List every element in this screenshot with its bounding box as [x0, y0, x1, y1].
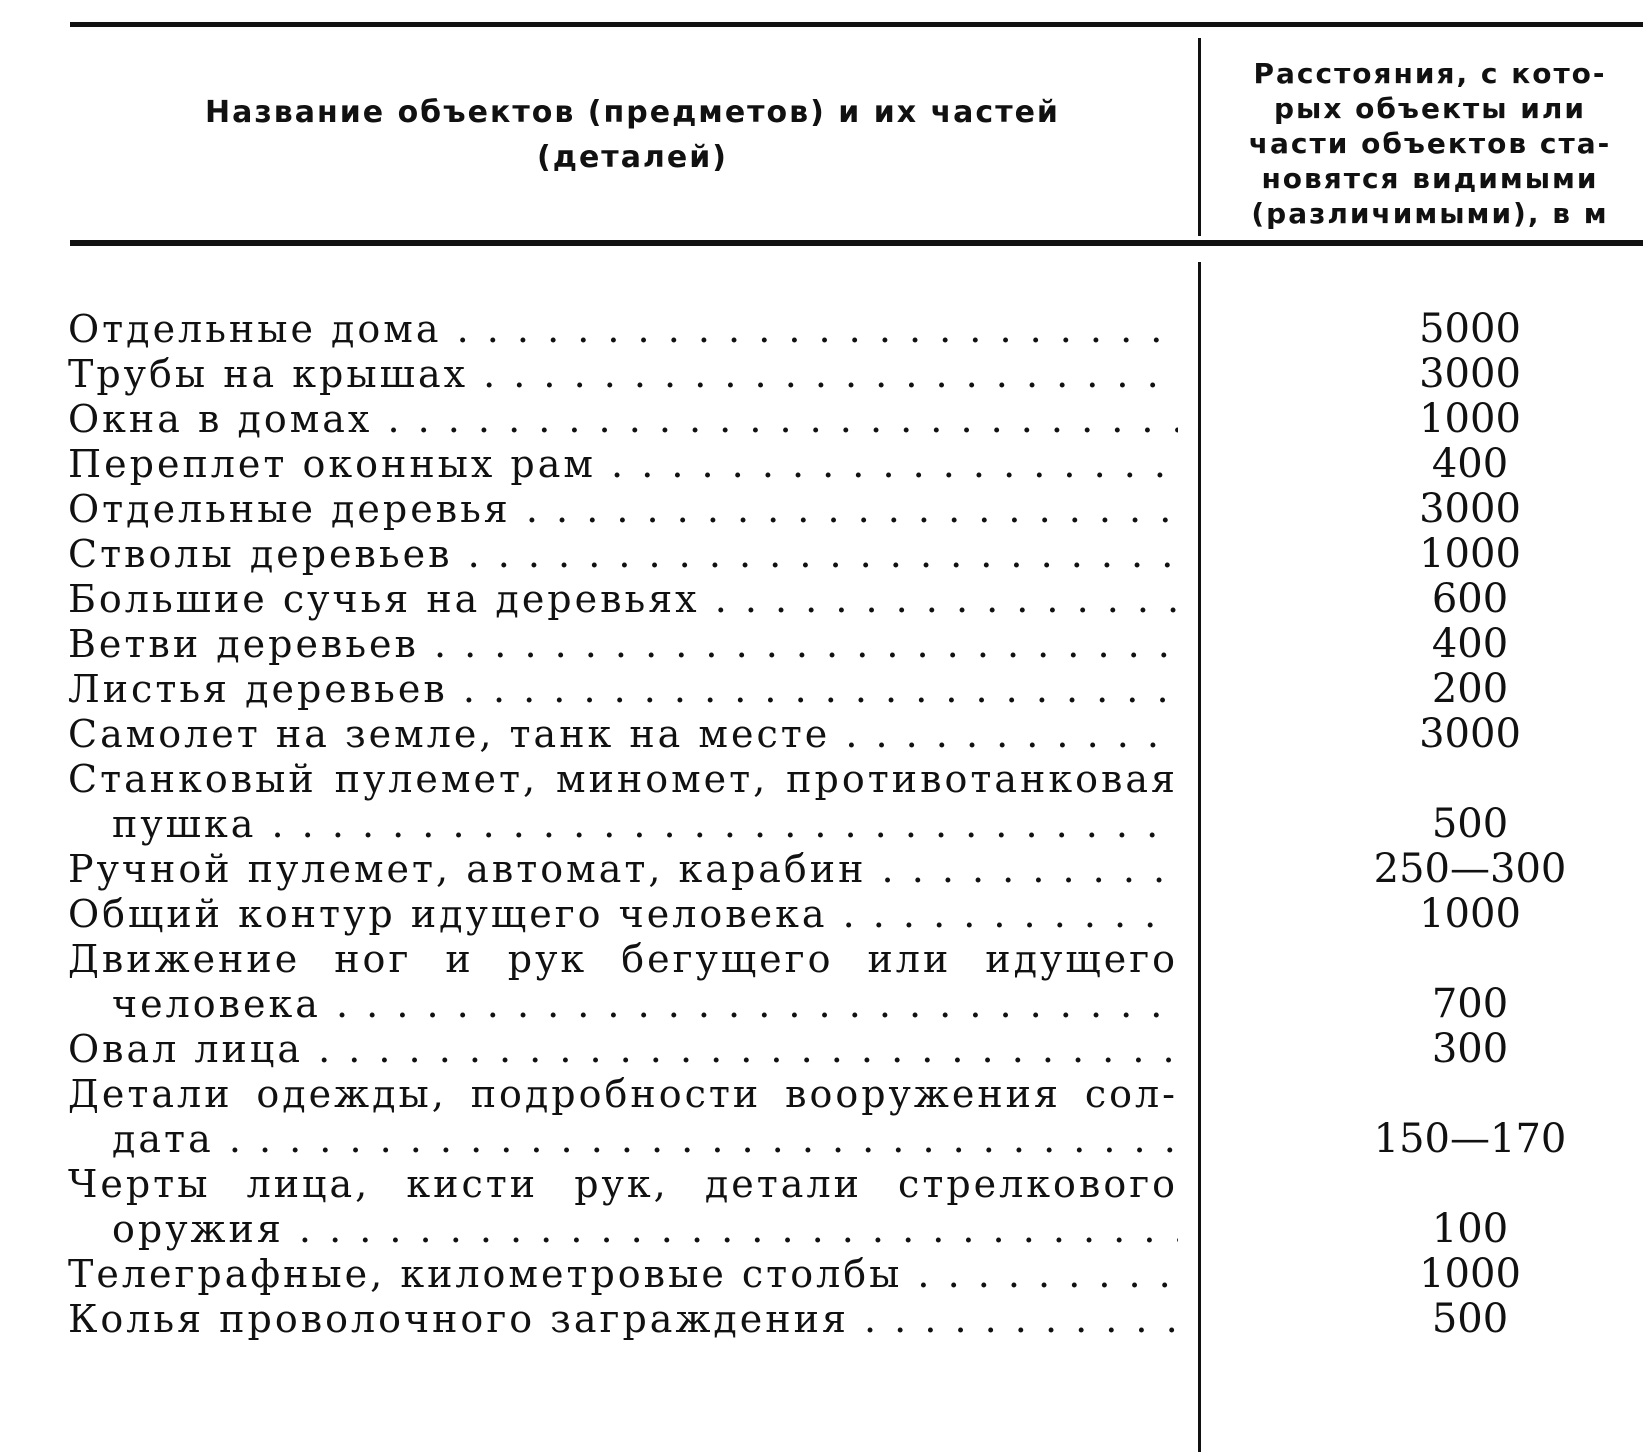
distance-value: 3000 [1419, 486, 1521, 532]
distance-value: 250—300 [1373, 846, 1567, 892]
object-name-continuation [112, 1206, 1178, 1252]
object-name [68, 1251, 1178, 1297]
object-name-text: Окна в домах . . . [68, 397, 1178, 441]
column-header-distance-line: (различимыми), в м [1251, 197, 1609, 230]
object-name-continuation-text: человека . . . [112, 982, 1178, 1026]
object-name-continuation [112, 1116, 1178, 1162]
header-bottom-rule [70, 240, 1643, 246]
object-name-text: Черты лица, кисти рук, детали стрелкового [68, 1162, 1178, 1206]
distance-value: 3000 [1419, 711, 1521, 757]
header-column-divider [1198, 38, 1201, 236]
object-name-text: Стволы деревьев . . . [68, 532, 1178, 576]
object-name-text: Овал лица . . . [68, 1027, 1178, 1071]
object-name-continuation [112, 981, 1178, 1027]
column-header-distance-line: Расстояния, с кото- [1253, 57, 1607, 90]
object-name [68, 711, 1178, 757]
object-name-continuation-text: оружия . . . [112, 1207, 1178, 1251]
object-name-text: Станковый пулемет, миномет, противотанковая [68, 757, 1178, 801]
object-name-text: Колья проволочного заграждения . . . [68, 1297, 1178, 1341]
distance-value: 1000 [1419, 396, 1521, 442]
object-name [68, 306, 1178, 352]
distance-value: 150—170 [1373, 1116, 1567, 1162]
object-name [68, 936, 1178, 982]
object-name [68, 486, 1178, 532]
object-name-text: Общий контур идущего человека . . . [68, 892, 1178, 936]
distance-value: 1000 [1419, 531, 1521, 577]
object-name [68, 531, 1178, 577]
object-name-text: Большие сучья на деревьях . . . [68, 577, 1178, 621]
column-header-distance [1225, 56, 1635, 231]
object-name-text: Самолет на земле, танк на месте . . . [68, 712, 1178, 756]
object-name-text: Листья деревьев . . . [68, 667, 1178, 711]
object-name [68, 441, 1178, 487]
object-name [68, 1026, 1178, 1072]
object-name-text: Отдельные деревья . . . [68, 487, 1178, 531]
object-name [68, 891, 1178, 937]
object-name-continuation [112, 801, 1178, 847]
distance-value: 500 [1431, 801, 1509, 847]
object-name [68, 396, 1178, 442]
distance-value: 1000 [1419, 1251, 1521, 1297]
object-name [68, 1296, 1178, 1342]
object-name-text: Отдельные дома . . . [68, 307, 1178, 351]
distance-value: 600 [1431, 576, 1509, 622]
distance-value: 700 [1431, 981, 1509, 1027]
distance-value: 400 [1431, 441, 1509, 487]
object-name [68, 351, 1178, 397]
column-header-distance-line: новятся видимыми [1261, 162, 1599, 195]
object-name-continuation-text: дата . . . [112, 1117, 1178, 1161]
object-name [68, 576, 1178, 622]
object-name-text: Трубы на крышах . . . [68, 352, 1178, 396]
column-header-objects-line1: Название объектов (предметов) и их частей [205, 95, 1060, 130]
object-name [68, 846, 1178, 892]
distance-value: 400 [1431, 621, 1509, 667]
distance-value: 200 [1431, 666, 1509, 712]
distance-value: 1000 [1419, 891, 1521, 937]
object-name-text: Движение ног и рук бегущего или идущего [68, 937, 1178, 981]
object-name-text: Детали одежды, подробности вооружения сол- [68, 1072, 1178, 1116]
column-header-objects [70, 90, 1195, 180]
column-header-objects-line2: (деталей) [537, 140, 728, 175]
distance-value: 5000 [1419, 306, 1521, 352]
object-name [68, 666, 1178, 712]
object-name-text: Ручной пулемет, автомат, карабин . . . [68, 847, 1178, 891]
body-column-divider [1198, 262, 1201, 1452]
object-name-text: Переплет оконных рам . . . [68, 442, 1178, 486]
object-name [68, 1071, 1178, 1117]
column-header-distance-line: части объектов ста- [1248, 127, 1612, 160]
distance-value: 3000 [1419, 351, 1521, 397]
distance-value: 500 [1431, 1296, 1509, 1342]
object-name [68, 1161, 1178, 1207]
object-name-text: Телеграфные, километровые столбы . . . [68, 1252, 1178, 1296]
object-name [68, 621, 1178, 667]
object-name-continuation-text: пушка . . . [112, 802, 1178, 846]
column-header-distance-line: рых объекты или [1273, 92, 1587, 125]
table-top-rule [70, 22, 1643, 27]
object-name-text: Ветви деревьев . . . [68, 622, 1178, 666]
object-name [68, 756, 1178, 802]
distance-value: 100 [1431, 1206, 1509, 1252]
distance-value: 300 [1431, 1026, 1509, 1072]
